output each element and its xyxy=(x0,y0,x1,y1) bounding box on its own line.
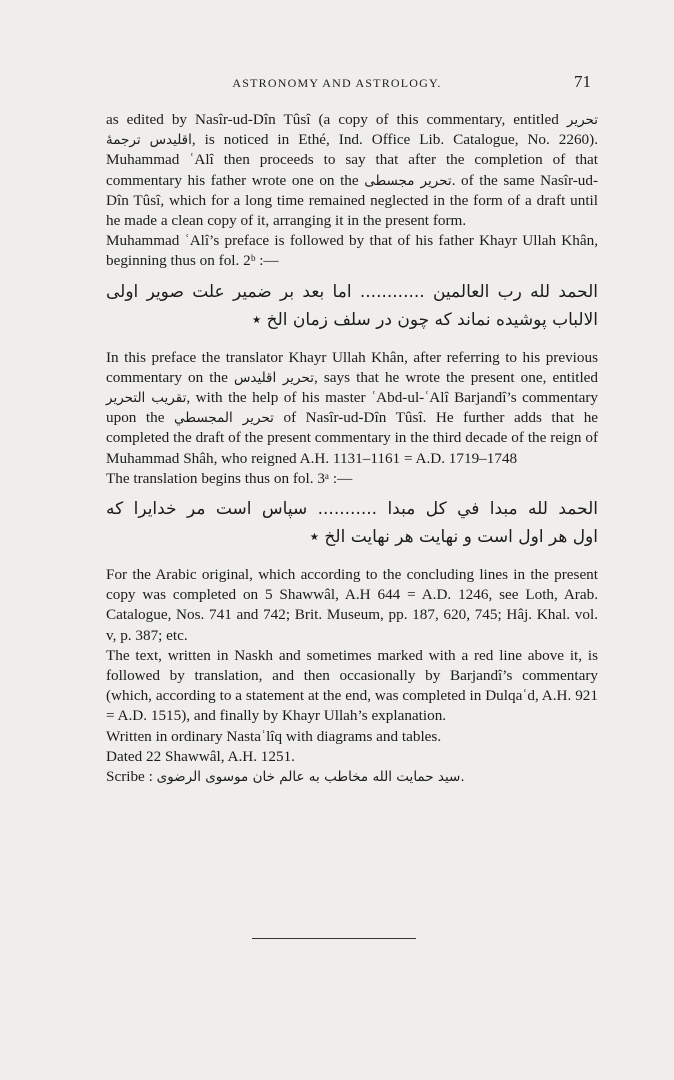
scribe-name-arabic: سيد حمايت الله مخاطب به عالم خان موسوى الرضوى. xyxy=(156,769,465,786)
paragraph-4: The translation begins thus on fol. 3ᵃ :— xyxy=(106,469,353,487)
paragraph-1: as edited by Nasîr-ud-Dîn Tûsî (a copy of this commentary, entitled تحریر اقلیدس ترجمهٔ , is noticed in Ethé, Ind. Office Lib. Catalogue, No. 2260). Muhammad ʿAlî then proceeds to say that after the completion of that commentary his father wrote one on the تحریر مجسطی. of the same Nasîr-ud-Dîn Tûsî, which for a long time remained neglected in the form of a draft until he made a clean copy of it, arranging it in the present form. xyxy=(106,111,599,230)
arabic-inline-title: تحریر اقلیدس xyxy=(233,369,314,386)
paragraph-7: Written in ordinary Nastaʿlîq with diagrams and tables. xyxy=(106,727,442,745)
paragraph-3: In this preface the translator Khayr Ullah Khân, after referring to his previous commentary on the تحریر اقلیدس, says that he wrote the present one, entitled تقریب التحریر, with the help of his master ʿAbd-ul-ʿAlî Barjandî’s commentary upon the تحرير المجسطي of Nasîr-ud-Dîn Tûsî. He further adds that he completed the draft of the present commentary in the third decade of the reign of Muhammad Shâh, who reigned A.H. 1131–1161 = A.D. 1719–1748 xyxy=(106,348,599,467)
page-body xyxy=(106,110,598,787)
arabic-line: الحمد لله رب العالمين ............ اما بعد بر ضمير علت صوير اولى xyxy=(106,281,598,302)
arabic-inline-title: تحریر اقلیدس xyxy=(149,112,599,149)
paragraph-5: For the Arabic original, which according to the concluding lines in the present copy was completed on 5 Shawwâl, A.H 644 = A.D. 1246, see Loth, Arab. Catalogue, Nos. 741 and 742; Brit. Museum, pp. 187, 620, 745; Hâj. Khal. vol. v, p. 387; etc. xyxy=(106,566,598,644)
paragraph-6: The text, written in Naskh and sometimes marked with a red line above it, is followed by translation, and then occasionally by Barjandî’s commentary (which, according to a statement at the end, was completed in Dulqaʿd, A.H. 921 = A.D. 1515), and finally by Khayr Ullah’s explanation. xyxy=(106,646,598,725)
arabic-quotation-1 xyxy=(106,278,598,334)
paragraph-9 xyxy=(106,767,598,787)
arabic-inline-word: ترجمهٔ xyxy=(106,132,141,149)
arabic-inline-title: تحریر مجسطی xyxy=(364,172,452,189)
page-number: 71 xyxy=(574,72,591,91)
arabic-line: الالباب پوشيده نماند كه چون در سلف زمان الخ ٭ xyxy=(251,309,598,330)
arabic-quotation-2 xyxy=(106,495,598,551)
running-header: ASTRONOMY AND ASTROLOGY. xyxy=(232,76,442,90)
scribe-label: Scribe : xyxy=(106,768,153,786)
paragraph-2: Muhammad ʿAlî’s preface is followed by that of his father Khayr Ullah Khân, beginning thus on fol. 2ᵇ :— xyxy=(106,232,598,270)
footer-rule xyxy=(252,938,416,939)
arabic-inline-title: تقریب التحریر xyxy=(106,390,187,407)
paragraph-8: Dated 22 Shawwâl, A.H. 1251. xyxy=(106,747,295,765)
arabic-inline-title: تحرير المجسطي xyxy=(174,410,274,427)
arabic-line: اول هر اول است و نهايت هر نهايت الخ ٭ xyxy=(309,527,598,548)
arabic-line: الحمد لله مبدا في كل مبدا ........... سپاس است مر خدايرا كه xyxy=(106,499,598,520)
